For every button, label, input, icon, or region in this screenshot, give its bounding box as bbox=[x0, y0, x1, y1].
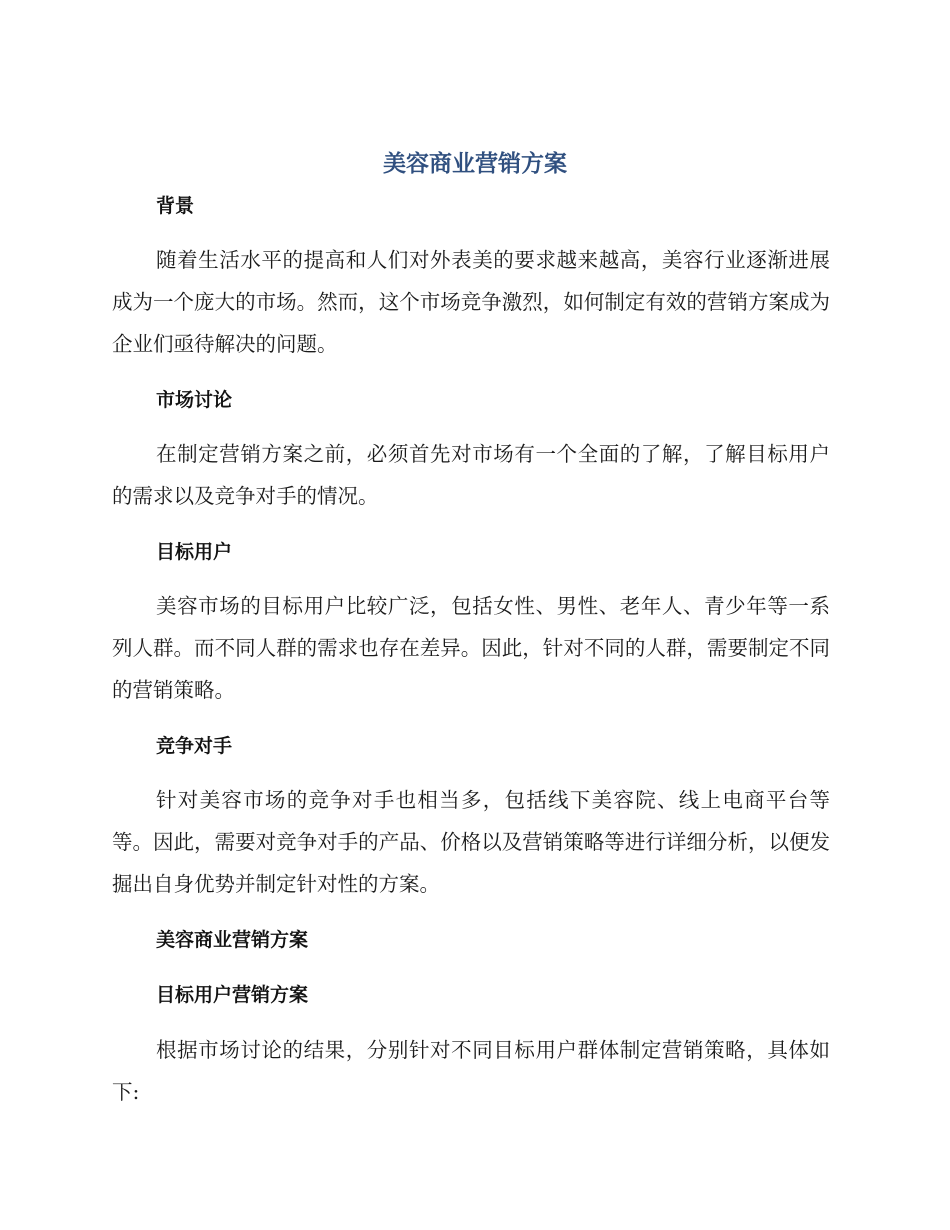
paragraph-target-user-plan: 根据市场讨论的结果，分别针对不同目标用户群体制定营销策略，具体如下: bbox=[112, 1038, 830, 1104]
document-title: 美容商业营销方案 bbox=[383, 151, 567, 177]
paragraph-target-users: 美容市场的目标用户比较广泛，包括女性、男性、老年人、青少年等一系列人群。而不同人群的需求也存在差异。因此，针对不同的人群，需要制定不同的营销策略。 bbox=[112, 594, 830, 702]
section-heading-target-users: 目标用户 bbox=[156, 541, 233, 563]
section-heading-background: 背景 bbox=[156, 195, 195, 217]
paragraph-background: 随着生活水平的提高和人们对外表美的要求越来越高，美容行业逐渐进展成为一个庞大的市场。然而，这个市场竞争激烈，如何制定有效的营销方案成为企业们亟待解决的问题。 bbox=[112, 248, 830, 356]
section-heading-target-user-plan: 目标用户营销方案 bbox=[156, 984, 309, 1006]
section-heading-market-discussion: 市场讨论 bbox=[156, 389, 233, 411]
section-heading-competitors: 竞争对手 bbox=[156, 735, 233, 757]
paragraph-market-discussion: 在制定营销方案之前，必须首先对市场有一个全面的了解，了解目标用户的需求以及竞争对手的情况。 bbox=[112, 442, 830, 508]
paragraph-competitors: 针对美容市场的竞争对手也相当多，包括线下美容院、线上电商平台等等。因此，需要对竞争对手的产品、价格以及营销策略等进行详细分析，以便发掘出自身优势并制定针对性的方案。 bbox=[112, 788, 830, 896]
section-heading-marketing-plan: 美容商业营销方案 bbox=[156, 929, 309, 951]
